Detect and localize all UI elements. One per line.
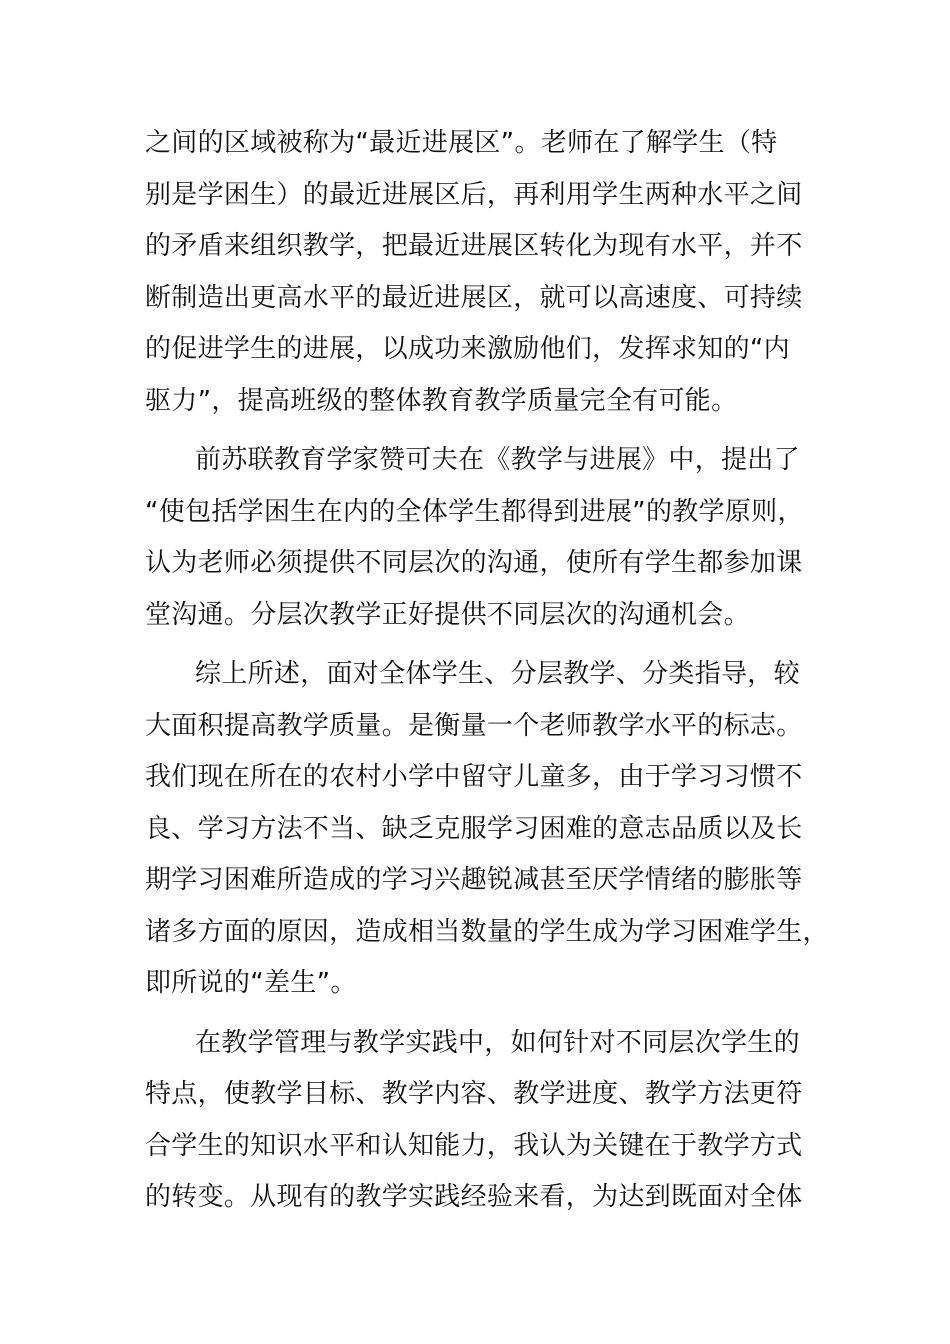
- text-line: 的矛盾来组织教学，把最近进展区转化为现有水平，并不: [145, 231, 803, 261]
- paragraph-spacer: [145, 641, 805, 649]
- text-line: 驱力”，提高班级的整体教育教学质量完全有可能。: [145, 385, 738, 416]
- text-line: 合学生的知识水平和认知能力，我认为关键在于教学方式: [145, 1130, 803, 1161]
- paragraph-4: [145, 1018, 805, 1224]
- text-line: 特点，使教学目标、教学内容、教学进度、教学方法更符: [145, 1079, 803, 1109]
- text-line: 前苏联教育学家赞可夫在《教学与进展》中，提出了: [195, 445, 800, 475]
- text-line: 期学习困难所造成的学习兴趣锐减甚至厌学情绪的膨胀等: [145, 865, 803, 895]
- text-line: 大面积提高教学质量。是衡量一个老师教学水平的标志。: [145, 710, 803, 741]
- text-line: 良、学习方法不当、缺乏克服学习困难的意志品质以及长: [145, 813, 803, 844]
- text-line: 在教学管理与教学实践中，如何针对不同层次学生的: [195, 1027, 800, 1058]
- paragraph-spacer: [145, 427, 805, 435]
- text-line: “使包括学困生在内的全体学生都得到进展”的教学原则，: [145, 496, 804, 527]
- text-line: 的转变。从现有的教学实践经验来看，为达到既面对全体: [145, 1182, 803, 1212]
- text-line: 断制造出更高水平的最近进展区，就可以高速度、可持续: [145, 282, 803, 313]
- text-line: 我们现在所在的农村小学中留守儿童多，由于学习习惯不: [145, 762, 803, 792]
- paragraph-spacer: [145, 1010, 805, 1018]
- text-line: 的促进学生的进展，以成功来激励他们，发挥求知的“内: [145, 334, 790, 364]
- text-line: 别是学困生）的最近进展区后，再利用学生两种水平之间: [145, 179, 803, 210]
- text-line: 之间的区域被称为“最近进展区”。老师在了解学生（特: [145, 128, 778, 158]
- paragraph-2: [145, 435, 805, 641]
- text-line: 诸多方面的原因，造成相当数量的学生成为学习困难学生，: [145, 916, 829, 947]
- text-line: 认为老师必须提供不同层次的沟通，使所有学生都参加课: [145, 548, 803, 578]
- paragraph-3: [145, 649, 829, 1010]
- body-text: [145, 118, 829, 1224]
- paragraph-1: [145, 118, 805, 427]
- text-line: 堂沟通。分层次教学正好提供不同层次的沟通机会。: [145, 599, 750, 630]
- text-line: 即所说的“差生”。: [145, 968, 357, 998]
- text-line: 综上所述，面对全体学生、分层教学、分类指导，较: [195, 659, 800, 689]
